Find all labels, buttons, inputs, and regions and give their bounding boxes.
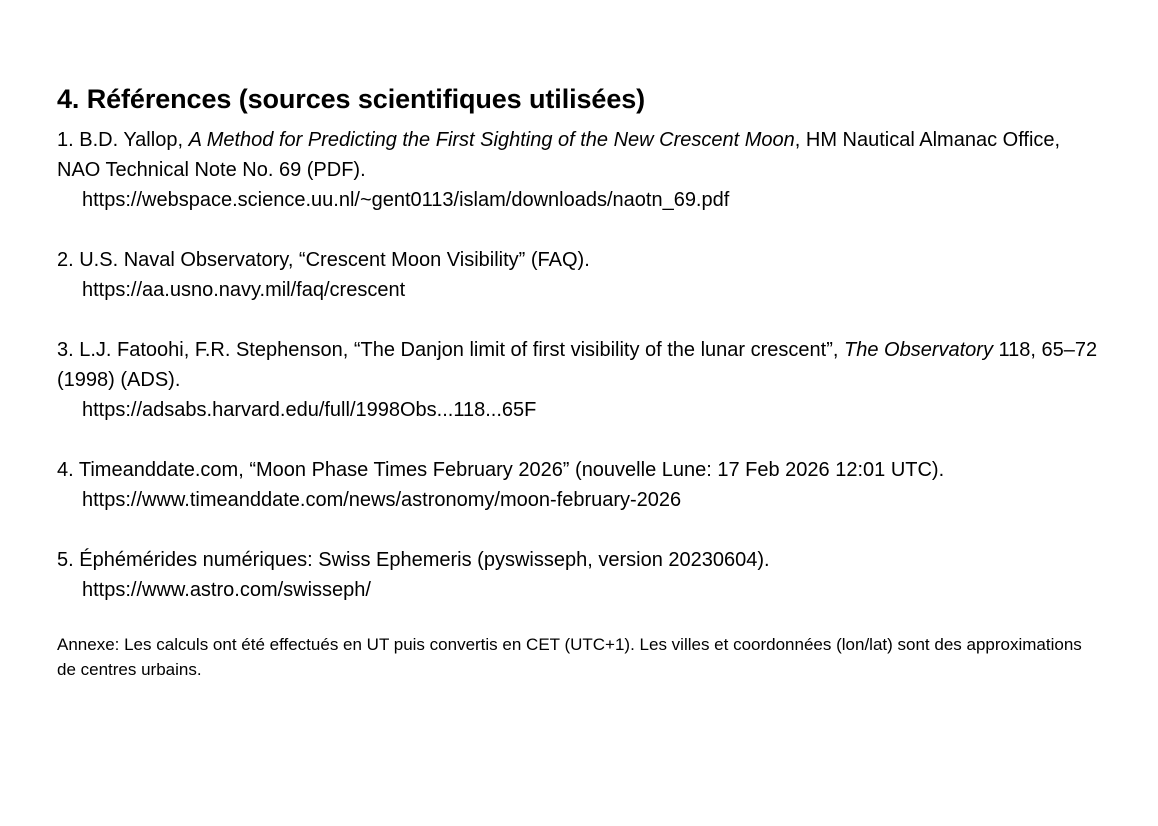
reference-2-url[interactable]: https://aa.usno.navy.mil/faq/crescent (82, 279, 406, 301)
reference-3-suffix: 118, 65–72 (1998) (ADS). (57, 339, 1098, 391)
reference-item-5 (57, 545, 1098, 605)
reference-3-url[interactable]: https://adsabs.harvard.edu/full/1998Obs...118...65F (82, 399, 537, 421)
reference-3-journal: The Observatory (844, 339, 993, 361)
reference-list (57, 125, 1098, 605)
reference-item-2 (57, 245, 1098, 305)
reference-5-url[interactable]: https://www.astro.com/swisseph/ (82, 579, 371, 601)
annex-note: Annexe: Les calculs ont été effectués en UT puis convertis en CET (UTC+1). Les villes et coordonnées (lon/lat) sont des approximations de centres urbains. (57, 635, 1082, 679)
reference-1-suffix: , HM Nautical Almanac Office, NAO Technical Note No. 69 (PDF). (57, 129, 1061, 181)
section-title: 4. Références (sources scientifiques utilisées) (57, 84, 646, 114)
reference-1-url[interactable]: https://webspace.science.uu.nl/~gent0113/islam/downloads/naotn_69.pdf (82, 189, 730, 211)
reference-item-4 (57, 455, 1098, 515)
reference-item-3 (57, 335, 1098, 425)
reference-item-1 (57, 125, 1098, 215)
reference-4-url[interactable]: https://www.timeanddate.com/news/astronomy/moon-february-2026 (82, 489, 682, 511)
reference-4-text: 4. Timeanddate.com, “Moon Phase Times February 2026” (nouvelle Lune: 17 Feb 2026 12:01 UTC). (57, 459, 945, 481)
reference-1-title: A Method for Predicting the First Sighting of the New Crescent Moon (188, 129, 795, 151)
reference-5-text: 5. Éphémérides numériques: Swiss Ephemeris (pyswisseph, version 20230604). (57, 549, 770, 571)
reference-1-prefix: 1. B.D. Yallop, (57, 129, 189, 151)
reference-3-prefix: 3. L.J. Fatoohi, F.R. Stephenson, “The Danjon limit of first visibility of the lunar crescent”, (57, 339, 845, 361)
reference-2-text: 2. U.S. Naval Observatory, “Crescent Moon Visibility” (FAQ). (57, 249, 590, 271)
